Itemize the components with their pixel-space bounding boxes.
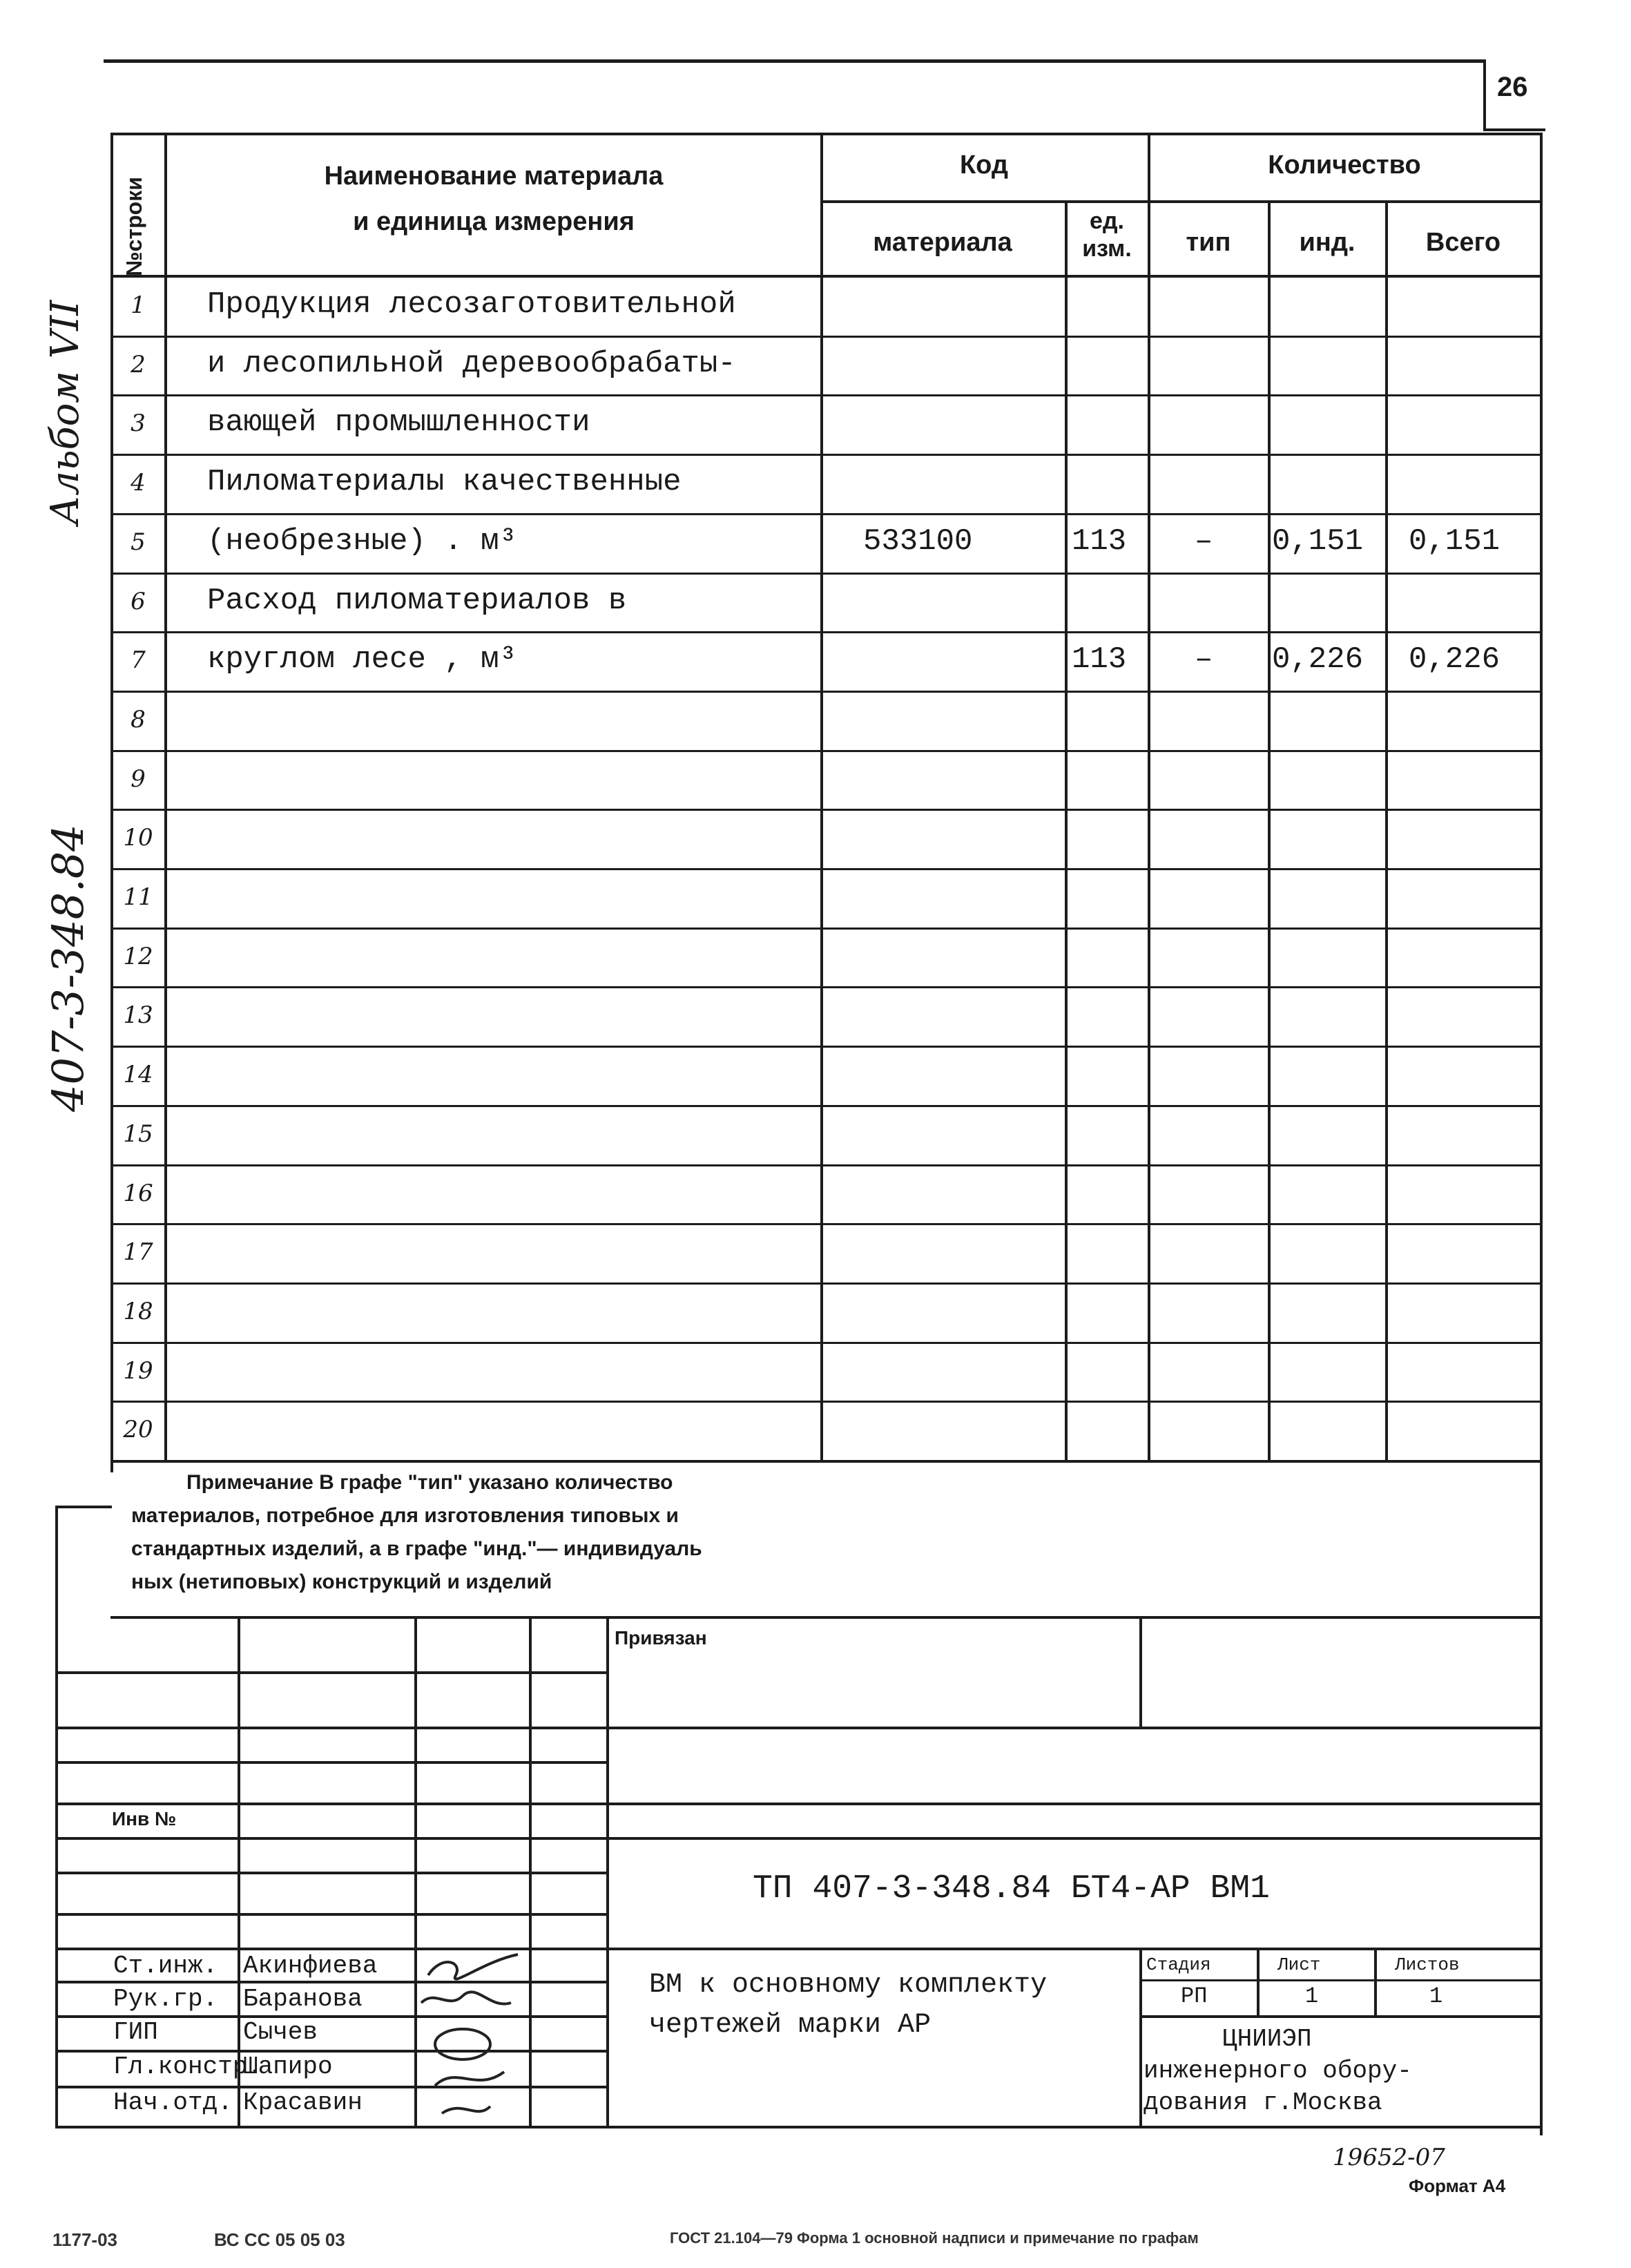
stamp-line-e — [55, 1837, 1540, 1840]
table-top-line — [110, 133, 1540, 135]
signer-name: Сычев — [243, 2018, 318, 2046]
row-number: 7 — [131, 646, 146, 674]
side-project-label: 407-3-348.84 — [43, 824, 93, 1112]
row-material-name: вающей промышленности — [207, 405, 590, 440]
header-code: Код — [959, 151, 1009, 180]
sheet-label: Лист — [1277, 1954, 1321, 1975]
row-material-name: Пиломатериалы качественные — [207, 465, 682, 499]
signer-name: Баранова — [243, 1985, 363, 2013]
row-unit-code: 113 — [1072, 524, 1127, 559]
row-number: 5 — [131, 528, 146, 556]
header-material-name-1: Наименование материала — [324, 162, 664, 191]
row-material-name: круглом лесе , м³ — [207, 642, 517, 677]
row-divider — [110, 1282, 1540, 1285]
row-divider — [110, 336, 1540, 338]
signer-name: Шапиро — [243, 2053, 333, 2081]
stage-value: РП — [1181, 1983, 1208, 2009]
header-total: Всего — [1425, 228, 1501, 257]
header-material: материала — [873, 228, 1012, 257]
document-title-1: ВМ к основному комплекту — [649, 1970, 1048, 2001]
row-material-name: Продукция лесозаготовительной — [207, 287, 736, 322]
row-divider — [110, 394, 1540, 396]
stamp-line-b — [55, 1727, 1540, 1729]
archive-number: 19652-07 — [1333, 2144, 1445, 2171]
table-left-line — [110, 133, 113, 1472]
row-number: 14 — [123, 1061, 153, 1088]
footer-mid: ВС СС 05 05 03 — [214, 2229, 345, 2250]
privyazan-label: Привязан — [615, 1627, 707, 1649]
row-number: 8 — [131, 706, 146, 733]
signer-role: Рук.гр. — [113, 1985, 218, 2013]
stamp-outer-top — [55, 1506, 112, 1508]
note-line-2: материалов, потребное для изготовления типовых и — [131, 1504, 679, 1527]
header-row-no: №строки — [122, 177, 146, 276]
row-number: 9 — [131, 765, 146, 793]
row-divider — [110, 1046, 1540, 1048]
col-qty-left — [1148, 133, 1150, 1460]
side-album-label: Альбом VII — [43, 300, 88, 525]
stamp-bottom-line — [55, 2126, 1540, 2128]
row-number: 13 — [123, 1001, 153, 1029]
sheet-number-divider — [1483, 59, 1486, 128]
stamp-stage-div-1 — [1257, 1948, 1260, 2017]
row-material-name: Расход пиломатериалов в — [207, 584, 627, 618]
footer-right: ГОСТ 21.104—79 Форма 1 основной надписи и примечание по графам — [670, 2229, 1199, 2247]
row-number: 18 — [123, 1298, 153, 1325]
row-divider — [110, 513, 1540, 515]
row-unit-code: 113 — [1072, 642, 1127, 677]
format-note: Формат А4 — [1409, 2175, 1506, 2196]
stamp-line-f — [55, 1872, 608, 1874]
signature-scribbles — [414, 1948, 539, 2127]
stamp-org-top — [1139, 2015, 1540, 2018]
row-divider — [110, 573, 1540, 575]
header-unit: ед. изм. — [1082, 208, 1132, 262]
sheets-label: Листов — [1395, 1954, 1460, 1975]
row-number: 16 — [123, 1180, 153, 1207]
row-divider — [110, 1401, 1540, 1403]
row-number: 4 — [131, 469, 146, 497]
stamp-line-a — [55, 1671, 608, 1674]
row-number: 19 — [123, 1357, 153, 1385]
stamp-stage-mid — [1139, 1979, 1540, 1981]
sheet-number-box-bottom — [1483, 128, 1545, 131]
table-right-line — [1540, 133, 1543, 2135]
row-number: 1 — [131, 291, 146, 319]
document-title-2: чертежей марки АР — [649, 2010, 932, 2041]
note-line-1: Примечание В графе "тип" указано количество — [186, 1471, 673, 1494]
row-number: 15 — [123, 1120, 153, 1148]
row-divider — [110, 631, 1540, 633]
row-divider — [110, 750, 1540, 752]
footer-left: 1177-03 — [52, 2229, 117, 2250]
row-material-name: (необрезные) . м³ — [207, 524, 517, 559]
note-top-line — [110, 1460, 1540, 1463]
signer-name: Красавин — [243, 2088, 363, 2117]
header-material-name-2: и единица измерения — [353, 207, 635, 236]
row-type-qty: – — [1195, 524, 1213, 559]
note-line-3: стандартных изделий, а в графе "инд."— индивидуаль — [131, 1537, 702, 1560]
col-total-left — [1385, 202, 1388, 1460]
stamp-line-d — [55, 1803, 1540, 1805]
row-divider — [110, 454, 1540, 456]
header-quantity: Количество — [1268, 151, 1421, 180]
top-border-line — [104, 59, 1485, 63]
row-ind-qty: 0,226 — [1272, 642, 1364, 677]
row-divider — [110, 986, 1540, 988]
row-divider — [110, 1164, 1540, 1166]
org-line-2: инженерного обору- — [1143, 2057, 1412, 2085]
signer-role: Нач.отд. — [113, 2088, 233, 2117]
row-number: 12 — [123, 943, 153, 970]
header-individual: инд. — [1299, 228, 1355, 257]
row-divider — [110, 691, 1540, 693]
org-line-1: ЦНИИЭП — [1222, 2025, 1312, 2053]
sheet-number: 26 — [1497, 72, 1528, 102]
signer-role: Ст.инж. — [113, 1952, 218, 1980]
row-material-code: 533100 — [863, 524, 973, 559]
row-type-qty: – — [1195, 642, 1213, 677]
row-number: 2 — [131, 351, 146, 378]
note-line-4: ных (нетиповых) конструкций и изделий — [131, 1570, 552, 1593]
sheets-value: 1 — [1429, 1983, 1443, 2009]
row-total-qty: 0,226 — [1409, 642, 1500, 677]
row-divider — [110, 1105, 1540, 1107]
row-material-name: и лесопильной деревообрабаты- — [207, 347, 736, 381]
row-divider — [110, 868, 1540, 870]
row-divider — [110, 1342, 1540, 1344]
stamp-privyazan-divider — [1139, 1616, 1142, 1727]
row-number: 11 — [123, 883, 153, 911]
row-divider — [110, 928, 1540, 930]
document-code: ТП 407-3-348.84 БТ4-АР ВМ1 — [753, 1870, 1270, 1907]
signer-name: Акинфиева — [243, 1952, 378, 1980]
row-number: 3 — [131, 410, 146, 437]
col-code-left — [820, 133, 823, 1460]
signer-role: Гл.констр. — [113, 2053, 263, 2081]
stamp-line-g — [55, 1913, 608, 1916]
row-divider — [110, 1223, 1540, 1225]
stamp-outer-left — [55, 1506, 58, 2127]
col-ind-left — [1268, 202, 1271, 1460]
row-total-qty: 0,151 — [1409, 524, 1500, 559]
col-unit-left — [1065, 202, 1068, 1460]
signer-role: ГИП — [113, 2018, 158, 2046]
header-type: тип — [1186, 228, 1231, 257]
stamp-top-line — [110, 1616, 1540, 1619]
row-ind-qty: 0,151 — [1272, 524, 1364, 559]
inv-no-label: Инв № — [112, 1808, 177, 1829]
stamp-org-left — [1139, 1948, 1142, 2126]
org-line-3: дования г.Москва — [1143, 2088, 1382, 2117]
stage-label: Стадия — [1146, 1954, 1211, 1975]
row-number: 10 — [123, 824, 153, 852]
stamp-line-h — [55, 1948, 1540, 1950]
header-mid-line — [820, 200, 1540, 203]
row-number: 6 — [131, 588, 146, 615]
sheet-value: 1 — [1305, 1983, 1319, 2009]
row-number: 20 — [123, 1416, 153, 1443]
row-number: 17 — [123, 1238, 153, 1266]
header-bottom-line — [110, 275, 1540, 278]
stamp-line-c — [55, 1761, 608, 1764]
row-divider — [110, 809, 1540, 811]
stamp-stage-div-2 — [1374, 1948, 1377, 2017]
